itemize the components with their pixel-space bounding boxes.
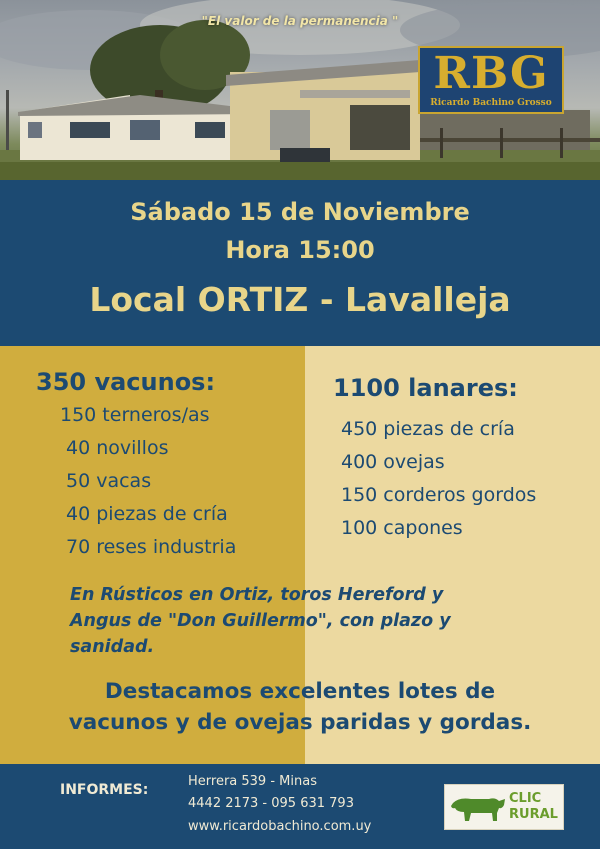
sheep-item: 150 corderos gordos: [341, 484, 537, 506]
informes-label: INFORMES:: [60, 782, 149, 798]
cattle-item: 40 novillos: [66, 437, 169, 459]
logo-company-name: Ricardo Bachino Grosso: [430, 98, 552, 108]
footer: [0, 764, 600, 849]
partner-line: CLIC: [509, 791, 542, 806]
contact-website[interactable]: www.ricardobachino.com.uy: [188, 819, 372, 834]
partner-name: [509, 791, 558, 823]
contact-phones: 4442 2173 - 095 631 793: [188, 796, 354, 811]
highlight-line: Destacamos excelentes lotes de: [104, 679, 496, 704]
logo-letters: RBG: [433, 48, 549, 99]
event-band: [0, 180, 600, 346]
cattle-item: 40 piezas de cría: [66, 503, 228, 525]
bulls-note-line: Angus de "Don Guillermo", con plazo y: [70, 611, 451, 631]
clic-rural-logo: [444, 784, 564, 830]
cattle-item: 150 terneros/as: [60, 404, 210, 426]
motto-text: "El valor de la permanencia ": [201, 14, 399, 28]
highlight-line: vacunos y de ovejas paridas y gordas.: [68, 710, 532, 735]
sheep-item: 400 ovejas: [341, 451, 445, 473]
rbg-logo: [418, 46, 564, 114]
cattle-item: 70 reses industria: [66, 536, 237, 558]
lots-section: [0, 346, 600, 764]
cattle-heading: 350 vacunos:: [36, 368, 216, 396]
cattle-item: 50 vacas: [66, 470, 152, 492]
bulls-note-line: En Rústicos en Ortiz, toros Hereford y: [70, 585, 444, 605]
bulls-note-line: sanidad.: [70, 637, 155, 657]
event-date: Sábado 15 de Noviembre: [130, 198, 470, 226]
sheep-heading: 1100 lanares:: [333, 374, 518, 402]
sheep-item: 450 piezas de cría: [341, 418, 515, 440]
cow-icon: [449, 793, 507, 823]
sheep-item: 100 capones: [341, 517, 463, 539]
header-photo: [0, 0, 600, 180]
partner-line: RURAL: [509, 807, 558, 822]
event-time: Hora 15:00: [225, 236, 375, 264]
event-location: Local ORTIZ - Lavalleja: [89, 280, 511, 319]
bulls-note: [70, 582, 550, 660]
contact-address: Herrera 539 - Minas: [188, 774, 317, 789]
highlight-text: [0, 676, 600, 738]
